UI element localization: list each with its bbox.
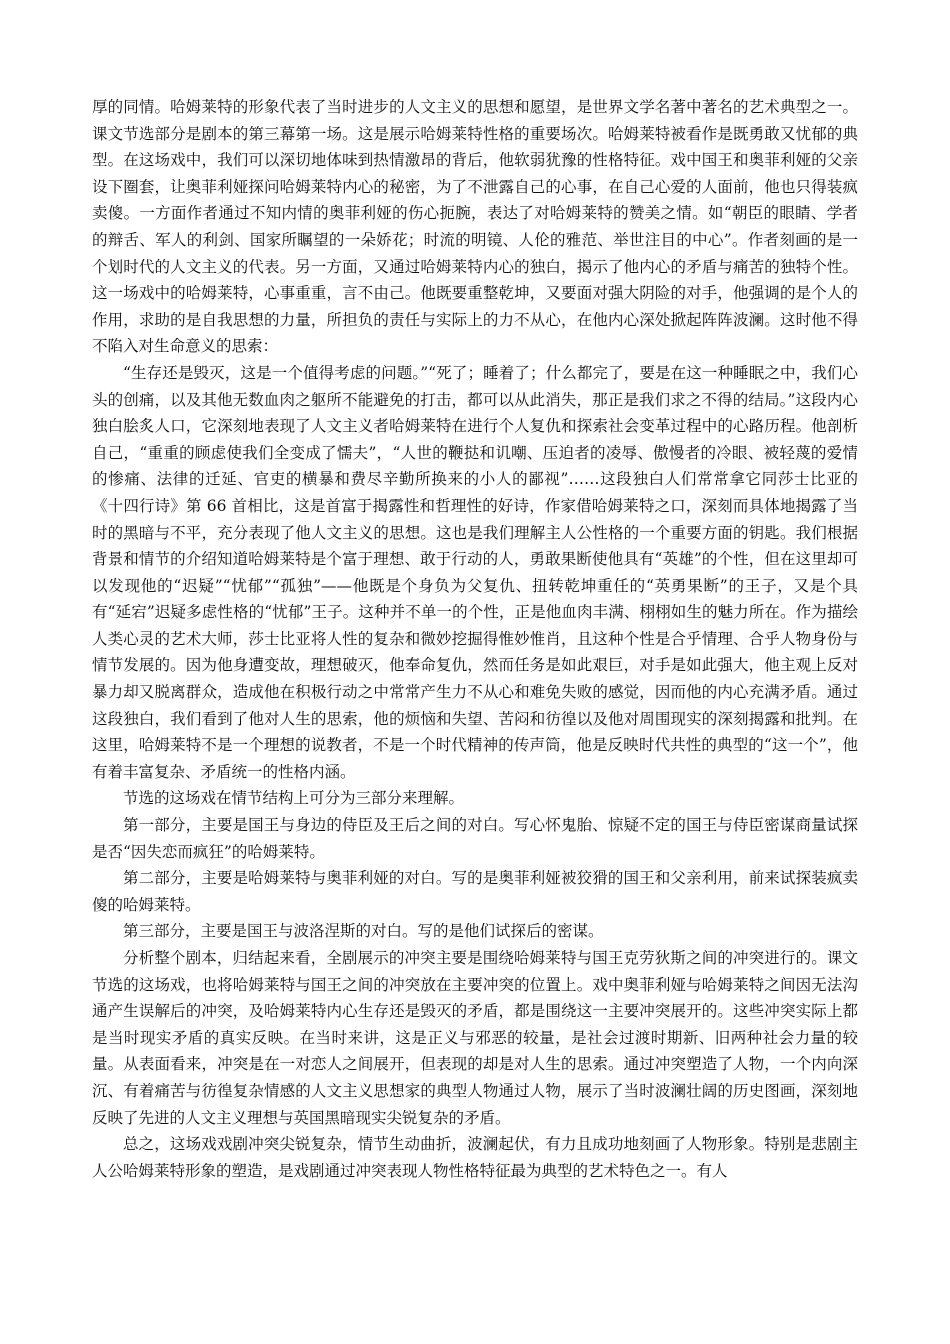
paragraph-part-one: 第一部分，主要是国王与身边的侍臣及王后之间的对白。写心怀鬼胎、惊疑不定的国王与侍臣密谋商量试探是否“因失恋而疯狂”的哈姆莱特。 xyxy=(92,816,858,861)
paragraph-hamlet-character: 厚的同情。哈姆莱特的形象代表了当时进步的人文主义的思想和愿望，是世界文学名著中著名的艺术典型之一。课文节选部分是剧本的第三幕第一场。这是展示哈姆莱特性格的重要场次。哈姆莱特被看作是既勇敢又忧郁的典型。在这场戏中，我们可以深切地体味到热情激昂的背后，他软弱犹豫的性格特征。戏中国王和奥菲利娅的父亲设下圈套，让奥菲利娅探问哈姆莱特内心的秘密，为了不泄露自己的心事，在自己心爱的人面前，他也只得装疯卖傻。一方面作者通过不知内情的奥菲利娅的伤心扼腕，表达了对哈姆莱特的赞美之情。如“朝臣的眼睛、学者的辩舌、军人的利剑、国家所瞩望的一朵娇花；时流的明镜、人伦的雅范、举世注目的中心”。作者刻画的是一个划时代的人文主义的代表。另一方面，又通过哈姆莱特内心的独白，揭示了他内心的矛盾与痛苦的独特个性。这一场戏中的哈姆莱特，心事重重，言不由己。他既要重整乾坤，又要面对强大阴险的对手，他强调的是个人的作用，求助的是自我思想的力量，所担负的责任与实际上的力不从心，在他内心深处掀起阵阵波澜。这时他不得不陷入对生命意义的思索： xyxy=(92,98,858,356)
paragraph-part-two: 第二部分，主要是哈姆莱特与奥菲利娅的对白。写的是奥菲利娅被狡猾的国王和父亲利用，前来试探装疯卖傻的哈姆莱特。 xyxy=(92,869,858,914)
document-page xyxy=(92,94,858,1184)
paragraph-soliloquy-analysis: “生存还是毁灭，这是一个值得考虑的问题。”“死了；睡着了；什么都完了，要是在这一种睡眠之中，我们心头的创痛，以及其他无数血肉之躯所不能避免的打击，都可以从此消失，那正是我们求之不得的结局。”这段内心独白脍炙人口，它深刻地表现了人文主义者哈姆莱特在进行个人复仇和探索社会变革过程中的心路历程。他剖析自己，“重重的顾虑使我们全变成了懦夫”，“人世的鞭挞和讥嘲、压迫者的凌辱、傲慢者的冷眼、被轻蔑的爱情的惨痛、法律的迁延、官吏的横暴和费尽辛勤所换来的小人的鄙视”……这段独白人们常常拿它同莎士比亚的《十四行诗》第 66 首相比，这是首富于揭露性和哲理性的好诗，作家借哈姆莱特之口，深刻而具体地揭露了当时的黑暗与不平，充分表现了他人文主义的思想。这也是我们理解主人公性格的一个重要方面的钥匙。我们根据背景和情节的介绍知道哈姆莱特是个富于理想、敢于行动的人，勇敢果断使他具有“英雄”的个性，但在这里却可以发现他的“迟疑”“忧郁”“孤独”——他既是个身负为父复仇、扭转乾坤重任的“英勇果断”的王子，又是个具有“延宕”迟疑多虑性格的“忧郁”王子。这种并不单一的个性，正是他血肉丰满、栩栩如生的魅力所在。作为描绘人类心灵的艺术大师，莎士比亚将人性的复杂和微妙挖掘得惟妙惟肖，且这种个性是合乎情理、合乎人物身份与情节发展的。因为他身遭变故，理想破灭，他奉命复仇，然而任务是如此艰巨，对手是如此强大，他主观上反对暴力却又脱离群众，造成他在积极行动之中常常产生力不从心和难免失败的感觉，因而他的内心充满矛盾。通过这段独白，我们看到了他对人生的思索，他的烦恼和失望、苦闷和彷徨以及他对周围现实的深刻揭露和批判。在这里，哈姆莱特不是一个理想的说教者，不是一个时代精神的传声筒，他是反映时代共性的典型的“这一个”，他有着丰富复杂、矛盾统一的性格内涵。 xyxy=(92,363,858,781)
paragraph-conclusion: 总之，这场戏戏剧冲突尖锐复杂，情节生动曲折，波澜起伏，有力且成功地刻画了人物形象。特别是悲剧主人公哈姆莱特形象的塑造，是戏剧通过冲突表现人物性格特征最为典型的艺术特色之一。有人 xyxy=(92,1135,858,1180)
paragraph-conflict-analysis: 分析整个剧本，归结起来看，全剧展示的冲突主要是围绕哈姆莱特与国王克劳狄斯之间的冲突进行的。课文节选的这场戏，也将哈姆莱特与国王之间的冲突放在主要冲突的位置上。戏中奥菲利娅与哈姆莱特之间因无法沟通产生误解后的冲突，及哈姆莱特内心生存还是毁灭的矛盾，都是围绕这一主要冲突展开的。这些冲突实际上都是当时现实矛盾的真实反映。在当时来讲，这是正义与邪恶的较量，是社会过渡时期新、旧两种社会力量的较量。从表面看来，冲突是在一对恋人之间展开，但表现的却是对人生的思索。通过冲突塑造了人物，一个内向深沉、有着痛苦与彷徨复杂情感的人文主义思想家的典型人物通过人物，展示了当时波澜壮阔的历史图画，深刻地反映了先进的人文主义理想与英国黑暗现实尖锐复杂的矛盾。 xyxy=(92,949,858,1127)
paragraph-structure-intro: 节选的这场戏在情节结构上可分为三部分来理解。 xyxy=(123,789,465,808)
paragraph-part-three: 第三部分，主要是国王与波洛涅斯的对白。写的是他们试探后的密谋。 xyxy=(123,922,604,941)
